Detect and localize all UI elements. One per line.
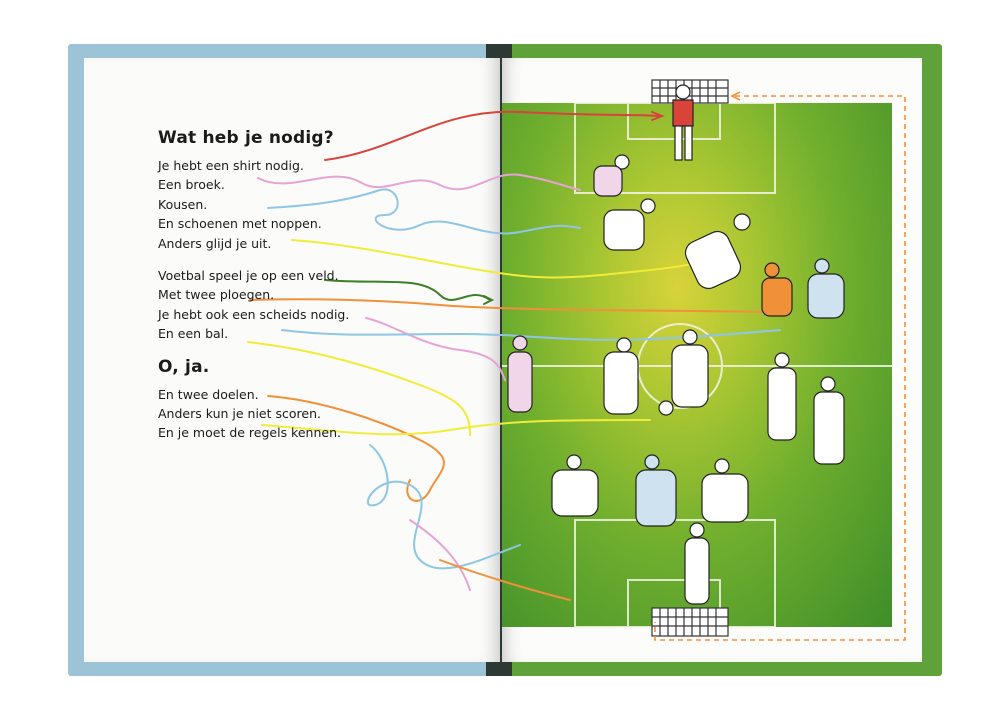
player-right-2 (814, 377, 844, 464)
player-blue (808, 259, 844, 318)
referee-pink (508, 336, 532, 412)
story-text (158, 128, 378, 443)
pink-line-3 (410, 520, 470, 590)
text-line: En een bal. (158, 326, 229, 342)
text-line: Kousen. (158, 196, 208, 212)
pink-line-2 (366, 318, 505, 380)
player-bottom-2 (702, 459, 748, 522)
text-line: Met twee ploegen. (158, 287, 275, 303)
text-line: Je hebt een shirt nodig. (158, 158, 304, 173)
text-line: Je hebt ook een scheids nodig. (158, 306, 350, 322)
text-line: En je moet de regels kennen. (158, 425, 341, 441)
players (508, 85, 844, 604)
text-line: En schoenen met noppen. (158, 216, 322, 232)
text-line: Een broek. (158, 177, 225, 193)
player-diving (682, 214, 750, 292)
player-pink-top (594, 155, 629, 196)
text-line: Anders kun je niet scoren. (158, 406, 321, 422)
text-line: Anders glijd je uit. (158, 235, 272, 251)
heading-oh-yes: O, ja. (158, 356, 210, 377)
player-bottom-1 (552, 455, 598, 516)
bottom-goal-net (652, 608, 728, 636)
heading-what-you-need: Wat heb je nodig? (158, 128, 334, 148)
text-line: En twee doelen. (158, 386, 259, 402)
player-bottom-blue (636, 455, 676, 526)
player-white-1 (604, 199, 655, 250)
player-center-1 (604, 338, 638, 414)
text-line: Voetbal speel je op een veld. (158, 268, 339, 284)
player-center-2 (672, 330, 708, 407)
player-orange (762, 263, 792, 316)
goalkeeper-bottom (685, 523, 709, 604)
football (659, 401, 673, 415)
